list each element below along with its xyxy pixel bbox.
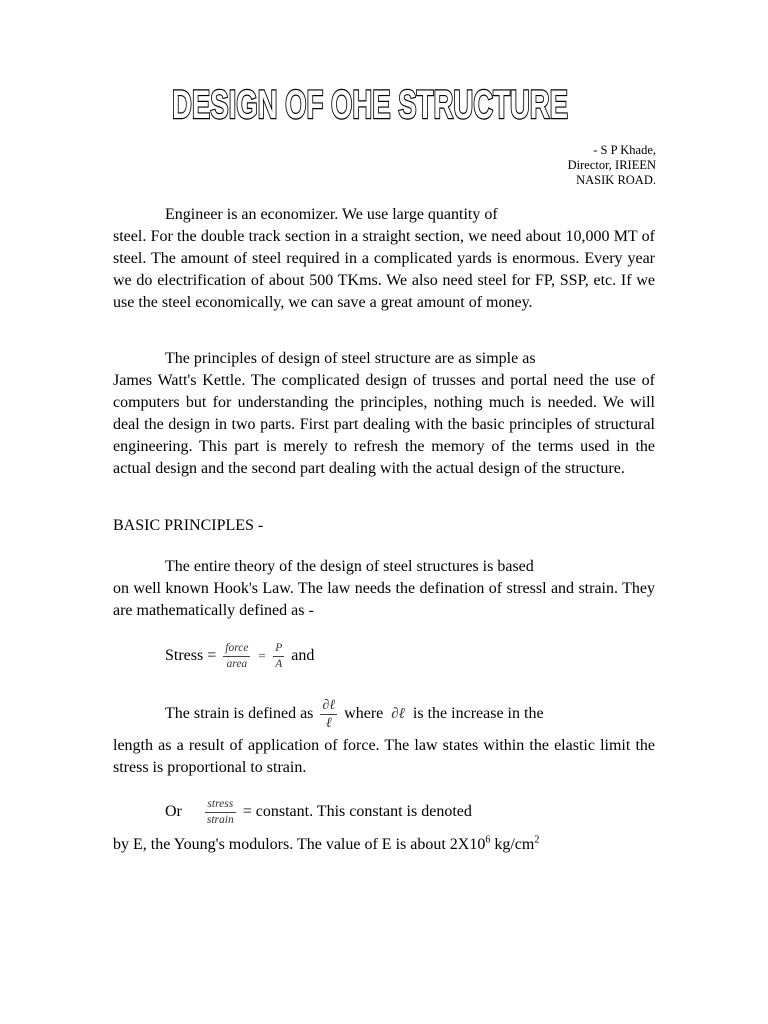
fraction-numerator: force [225,642,249,654]
fraction-numerator: stress [207,798,234,810]
document-title [168,80,572,130]
paragraph-3-body: on well known Hook's Law. The law needs the defination of stressl and strain. They are mathematically defined as - [113,580,655,619]
increment-symbol: ∂ℓ [391,706,405,723]
youngs-unit: kg/cm [490,836,535,853]
youngs-text: by E, the Young's modulors. The value of E is about 2X10 [113,836,486,853]
stress-over-strain-fraction [205,798,236,827]
paragraph-2-first-line: The principles of design of steel structure are as simple as [165,350,536,367]
paragraph-2 [113,348,655,480]
title-text: DESIGN OF OHE STRUCTURE [172,83,568,127]
youngs-exponent: 6 [485,834,491,846]
fraction-denominator: A [275,658,283,670]
paragraph-2-body: James Watt's Kettle. The complicated design of trusses and portal need the use of computers but for understanding the principles, nothing much is needed. We will deal the design in two parts. First part dealing with the basic principles of structural engineering. This part is merely to refresh the memory of the terms used in the actual design and the second part dealing with the actual design of the structure. [113,372,655,477]
stress-equation [165,642,314,671]
paragraph-4: length as a result of application of force. The law states within the elastic limit the stress is proportional to strain. [113,737,655,776]
paragraph-3-first-line: The entire theory of the design of steel structures is based [165,558,534,575]
stress-tail: and [291,647,315,665]
strain-equation [165,698,544,731]
title-wordart [168,80,572,130]
paragraph-1-first-line: Engineer is an economizer. We use large quantity of [165,206,498,223]
p-over-a-fraction [273,642,284,671]
author-position: Director, IRIEEN [567,158,656,172]
fraction-denominator: area [226,658,248,670]
paragraph-1 [113,204,655,314]
strain-tail: is the increase in the [412,705,544,723]
strain-label: The strain is defined as [165,705,314,723]
author-block [568,143,656,188]
title-fill: DESIGN OF OHE STRUCTURE [172,83,568,127]
unit-exponent: 2 [534,834,540,846]
paragraph-3 [113,556,655,622]
strain-fraction [320,698,337,731]
section-heading: BASIC PRINCIPLES - [113,517,264,534]
paragraph-1-body: steel. For the double track section in a straight section, we need about 10,000 MT of steel. The amount of steel required in a complicated yards is enormous. Every year we do electrification of about 500 TKms. We also need steel for FP, SSP, etc. If we use the steel economically, we can save a great amount of money. [113,228,655,311]
force-over-area-fraction [223,642,250,671]
author-location: NASIK ROAD. [576,173,656,187]
ratio-equation [165,798,472,827]
where-label: where [344,705,384,723]
fraction-numerator: P [275,642,283,654]
equals-sign: = [257,648,267,664]
stress-label: Stress = [165,647,217,665]
author-name: - S P Khade, [593,143,656,157]
or-label: Or [165,803,182,821]
ratio-tail: = constant. This constant is denoted [242,803,472,821]
youngs-modulus-line [113,834,655,856]
fraction-denominator: ℓ [325,716,332,731]
fraction-denominator: strain [206,814,234,826]
fraction-numerator: ∂ℓ [322,698,336,713]
